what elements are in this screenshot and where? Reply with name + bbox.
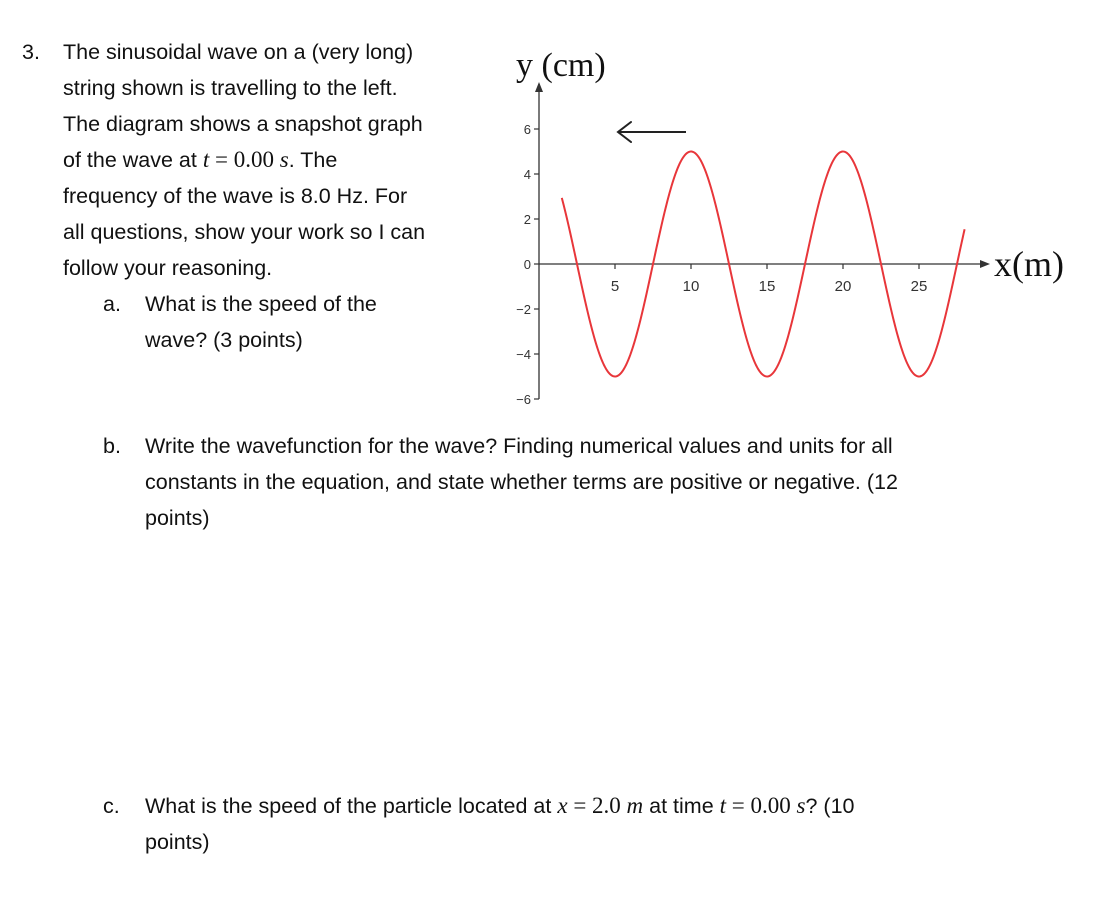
x-tick-label: 10 <box>682 278 700 295</box>
y-tick-label: 0 <box>523 257 531 272</box>
x-tick-label: 15 <box>758 278 776 295</box>
part-c-pre: What is the speed of the particle located at <box>145 794 552 818</box>
line4-unit: s <box>279 147 289 172</box>
part-c-eq-t: = 0.00 <box>726 793 797 818</box>
y-tick-label: −4 <box>516 347 531 362</box>
problem-line-3: The diagram shows a snapshot graph <box>63 112 423 136</box>
problem-line-6: all questions, show your work so I can <box>63 220 426 244</box>
part-c-post: ? (10 <box>805 794 855 818</box>
part-b-line-3: points) <box>145 506 210 530</box>
part-b-marker: b. <box>103 434 121 458</box>
part-c-mid: at time <box>643 794 714 818</box>
y-tick-label: 6 <box>523 122 531 137</box>
y-tick-label: 4 <box>523 167 531 182</box>
line4-post: . The <box>288 148 338 172</box>
line4-var: t <box>202 147 210 172</box>
line4-eq: = 0.00 <box>209 147 280 172</box>
problem-line-1: The sinusoidal wave on a (very long) <box>63 40 414 64</box>
y-axis-label: y (cm) <box>516 47 606 84</box>
part-c-marker: c. <box>103 794 120 818</box>
y-tick-label: −6 <box>516 392 531 407</box>
x-axis-arrowhead <box>980 260 990 268</box>
part-c-var-x: x <box>557 793 568 818</box>
part-a-line-1: What is the speed of the <box>145 292 377 316</box>
part-c-unit-s: s <box>796 793 806 818</box>
part-a-marker: a. <box>103 292 121 316</box>
x-tick-label: 20 <box>834 278 852 295</box>
part-b-line-2: constants in the equation, and state whether terms are positive or negative. (12 <box>145 470 898 494</box>
problem-line-4 <box>63 142 337 178</box>
y-tick-label: −2 <box>516 302 531 317</box>
x-tick-label: 5 <box>610 278 620 295</box>
part-c-var-t: t <box>719 793 727 818</box>
part-c-unit-m: m <box>626 793 644 818</box>
line4-pre: of the wave at <box>63 148 197 172</box>
problem-number: 3. <box>22 40 40 64</box>
part-c-line-2: points) <box>145 830 210 854</box>
wave-snapshot-graph <box>490 38 1110 418</box>
problem-line-2: string shown is travelling to the left. <box>63 76 398 100</box>
y-tick-label: 2 <box>523 212 531 227</box>
part-c-eq-x: = 2.0 <box>567 793 627 818</box>
part-c-line-1 <box>145 788 855 824</box>
x-axis-label: x(m) <box>994 244 1064 284</box>
part-a-line-2: wave? (3 points) <box>145 328 303 352</box>
problem-line-7: follow your reasoning. <box>63 256 273 280</box>
x-tick-label: 25 <box>910 278 928 295</box>
problem-line-5: frequency of the wave is 8.0 Hz. For <box>63 184 408 208</box>
part-b-line-1: Write the wavefunction for the wave? Finding numerical values and units for all <box>145 434 893 458</box>
